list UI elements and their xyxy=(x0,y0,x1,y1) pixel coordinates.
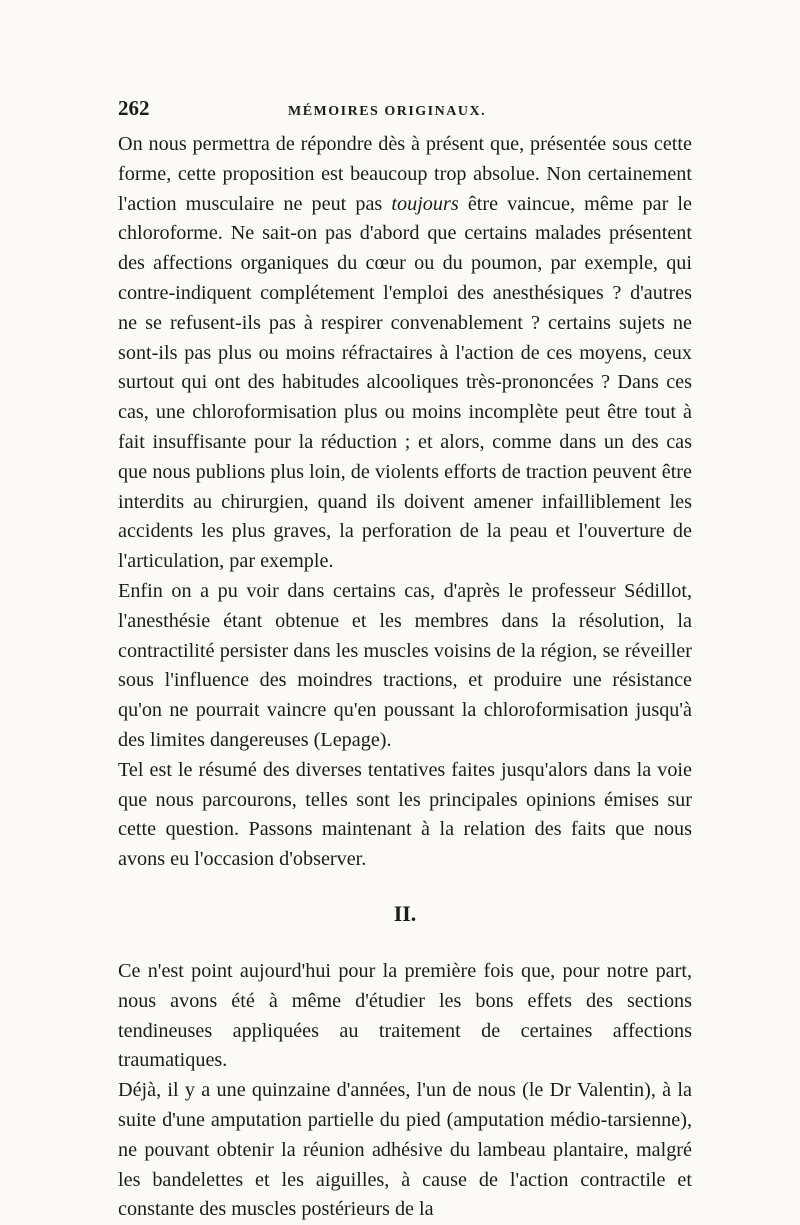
paragraph-1-after: être vaincue, même par le chloroforme. Ne sait-on pas d'abord que certains malades présentent des affections organiques du cœur ou du poumon, par exemple, qui contre-indiquent complétement l'emploi des anesthésiques ? d'autres ne se refusent-ils pas à respirer convenablement ? certains sujets ne sont-ils pas plus ou moins réfractaires à l'action de ces moyens, ceux surtout qui ont des habitudes alcooliques très-prononcées ? Dans ces cas, une chloroformisation plus ou moins incomplète peut être tout à fait insuffisante pour la réduction ; et alors, comme dans un des cas que nous publions plus loin, de violents efforts de traction peuvent être interdits au chirurgien, quand ils doivent amener infailliblement les accidents les plus graves, la perforation de la peau et l'ouverture de l'articulation, par exemple. xyxy=(118,192,692,573)
paragraph-1-before: On nous permettra de répondre dès à présent que, présentée sous cette forme, cette proposition est beaucoup trop absolue. Non certainement l'action musculaire ne peut pas xyxy=(118,133,692,215)
running-title: MÉMOIRES ORIGINAUX. xyxy=(288,104,487,119)
paragraph-1 xyxy=(118,130,692,577)
document-page xyxy=(118,96,692,1225)
paragraph-1-emphasis: toujours xyxy=(391,192,459,215)
page-header xyxy=(118,96,692,130)
paragraph-5: Déjà, il y a une quinzaine d'années, l'un de nous (le Dr Valentin), à la suite d'une amputation partielle du pied (amputation médio-tarsienne), ne pouvant obtenir la réunion adhésive du lambeau plantaire, malgré les bandelettes et les aiguilles, à cause de l'action contractile et constante des muscles postérieurs de la xyxy=(118,1079,692,1221)
page-number: 262 xyxy=(118,96,150,120)
paragraph-2: Enfin on a pu voir dans certains cas, d'après le professeur Sédillot, l'anesthésie étant obtenue et les membres dans la résolution, la contractilité persister dans les muscles voisins de la région, se réveiller sous l'influence des moindres tractions, et produire une résistance qu'on ne pourrait vaincre qu'en poussant la chloroformisation jusqu'à des limites dangereuses (Lepage). xyxy=(118,579,692,751)
paragraph-4: Ce n'est point aujourd'hui pour la première fois que, pour notre part, nous avons été à même d'étudier les bons effets des sections tendineuses appliquées au traitement de certaines affections traumatiques. xyxy=(118,959,692,1072)
section-heading: II. xyxy=(393,900,417,926)
paragraph-3: Tel est le résumé des diverses tentatives faites jusqu'alors dans la voie que nous parcourons, telles sont les principales opinions émises sur cette question. Passons maintenant à la relation des faits que nous avons eu l'occasion d'observer. xyxy=(118,758,692,871)
